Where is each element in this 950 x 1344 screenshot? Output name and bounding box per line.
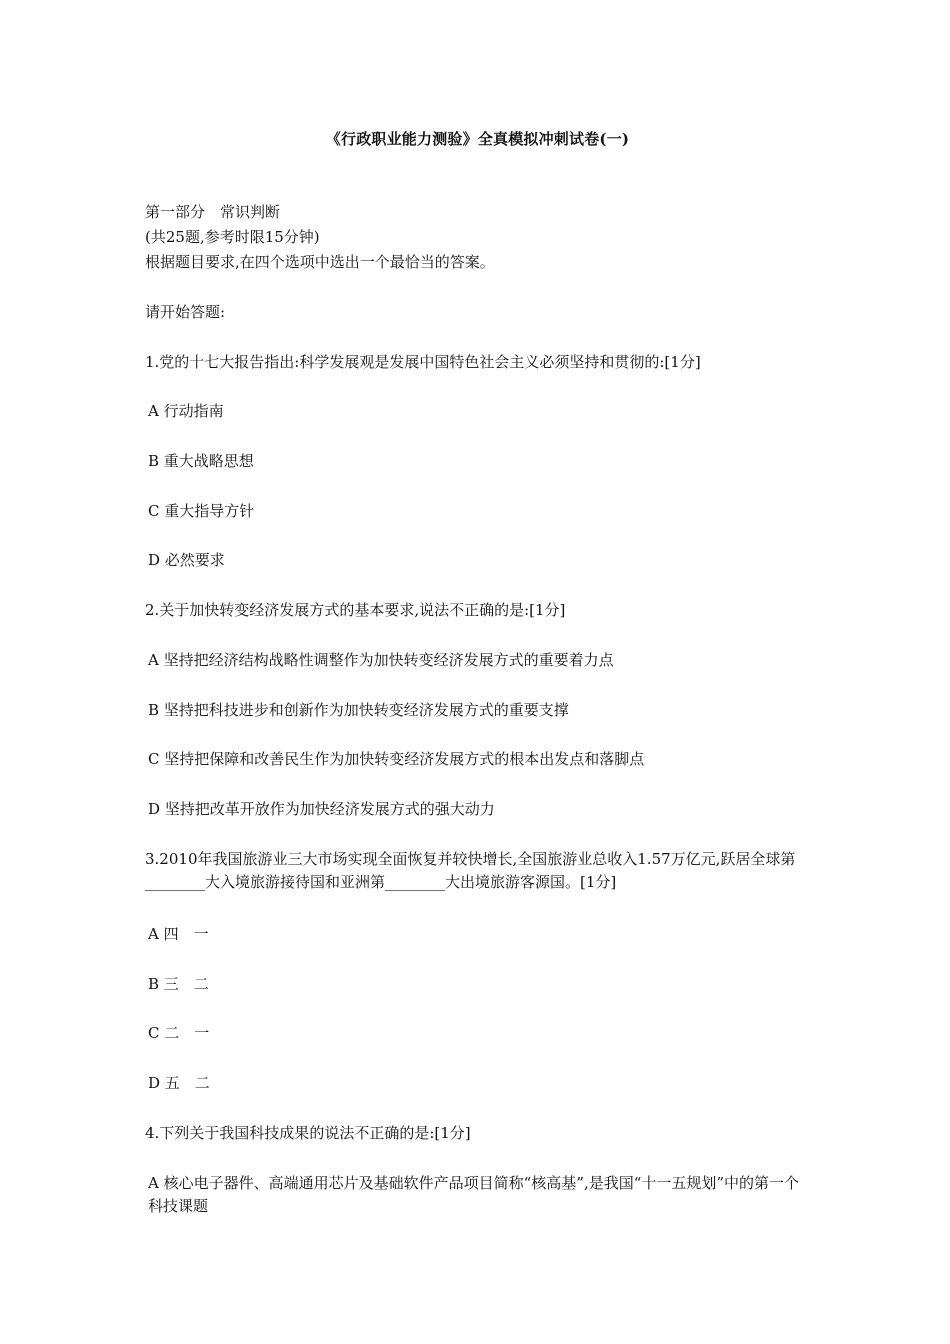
question-3-option-b[interactable]: B 三 二 [148, 975, 209, 993]
question-3-text: 3.2010年我国旅游业三大市场实现全面恢复并较快增长,全国旅游业总收入1.57万亿元,跃居全球第________大入境旅游接待国和亚洲第________大出境旅游客源国。[1分] [145, 850, 796, 891]
document-title: 《行政职业能力测验》全真模拟冲刺试卷(一) [325, 130, 630, 148]
question-3-option-a[interactable]: A 四 一 [148, 925, 209, 943]
section-instruction: 根据题目要求,在四个选项中选出一个最恰当的答案。 [145, 253, 495, 271]
question-2-option-b[interactable]: B 坚持把科技进步和创新作为加快转变经济发展方式的重要支撑 [148, 701, 569, 719]
section-info: (共25题,参考时限15分钟) [145, 228, 320, 246]
question-3-option-d[interactable]: D 五 二 [148, 1074, 210, 1092]
question-2-option-c[interactable]: C 坚持把保障和改善民生作为加快转变经济发展方式的根本出发点和落脚点 [148, 750, 645, 768]
question-1-option-c[interactable]: C 重大指导方针 [148, 502, 255, 520]
question-1-text: 1.党的十七大报告指出:科学发展观是发展中国特色社会主义必须坚持和贯彻的:[1分] [145, 353, 701, 371]
question-4-option-a[interactable]: A 核心电子器件、高端通用芯片及基础软件产品项目简称“核高基”,是我国“十一五规划”中的第一个科技课题 [148, 1174, 800, 1215]
question-3-option-c[interactable]: C 二 一 [148, 1024, 210, 1042]
section-heading: 第一部分 常识判断 [145, 203, 281, 221]
question-4-text: 4.下列关于我国科技成果的说法不正确的是:[1分] [145, 1124, 471, 1142]
question-1-option-d[interactable]: D 必然要求 [148, 551, 225, 569]
question-2-option-a[interactable]: A 坚持把经济结构战略性调整作为加快转变经济发展方式的重要着力点 [148, 651, 614, 669]
question-2-text: 2.关于加快转变经济发展方式的基本要求,说法不正确的是:[1分] [145, 601, 566, 619]
question-1-option-b[interactable]: B 重大战略思想 [148, 452, 254, 470]
question-1-option-a[interactable]: A 行动指南 [148, 402, 224, 420]
start-prompt: 请开始答题: [145, 303, 226, 321]
question-2-option-d[interactable]: D 坚持把改革开放作为加快经济发展方式的强大动力 [148, 800, 495, 818]
